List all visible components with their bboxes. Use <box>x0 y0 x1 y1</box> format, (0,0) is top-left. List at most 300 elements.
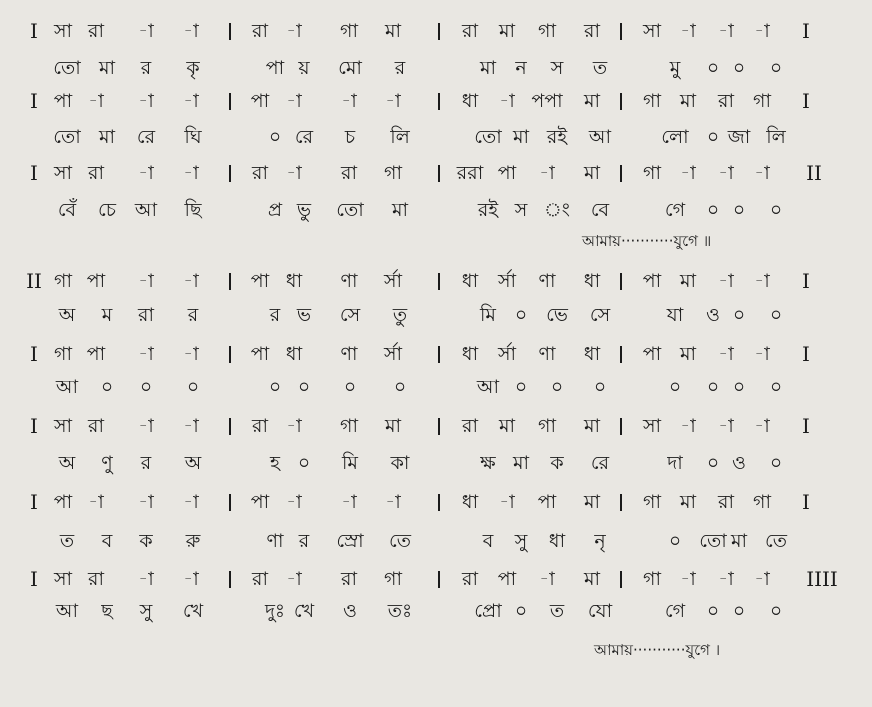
swara-note: -া <box>754 270 770 292</box>
start-barline: I <box>30 490 38 514</box>
swara-note: ধা <box>461 270 479 292</box>
lyric-syllable: ০ <box>139 376 153 398</box>
lyric-syllable: মো <box>338 57 362 79</box>
swara-row <box>0 487 872 517</box>
measure-barline <box>620 418 622 435</box>
swara-note: সা <box>53 162 73 184</box>
lyric-syllable: ০ <box>100 376 114 398</box>
measure-barline <box>229 93 231 110</box>
swara-note: মা <box>583 491 601 513</box>
swara-note: র্সা <box>383 343 403 365</box>
measure-barline <box>438 23 440 40</box>
lyric-syllable: ০ <box>514 600 528 622</box>
lyric-syllable: ০ <box>732 304 746 326</box>
start-barline: II <box>26 269 42 293</box>
lyric-syllable: ০ <box>769 452 783 474</box>
lyric-syllable: ০ <box>668 530 682 552</box>
lyric-syllable: দুঃ <box>264 600 286 622</box>
swara-note: -া <box>718 20 734 42</box>
swara-note: গা <box>643 90 661 112</box>
lyric-syllable: ০ <box>769 376 783 398</box>
lyric-syllable: প্রো <box>474 600 502 622</box>
end-barline: I <box>802 342 810 366</box>
swara-note: ধা <box>285 343 303 365</box>
swara-note: র্সা <box>383 270 403 292</box>
lyric-syllable: ঘি <box>184 126 202 148</box>
lyric-syllable: য় <box>298 57 310 79</box>
lyric-syllable: প্র <box>267 199 283 221</box>
swara-note: মা <box>498 20 516 42</box>
swara-note: -া <box>754 162 770 184</box>
lyric-syllable: ০ <box>550 376 564 398</box>
lyric-syllable: রে <box>590 452 610 474</box>
lyric-row <box>0 596 872 626</box>
lyric-syllable: অ <box>58 452 76 474</box>
swara-note: -া <box>138 20 154 42</box>
lyric-syllable: কা <box>390 452 410 474</box>
measure-barline <box>438 165 440 182</box>
swara-note: রা <box>341 162 357 184</box>
lyric-syllable: দা <box>667 452 683 474</box>
start-barline: I <box>30 414 38 438</box>
lyric-syllable: স <box>550 57 564 79</box>
swara-note: -া <box>286 491 302 513</box>
lyric-syllable: কৃ <box>186 57 200 79</box>
lyric-syllable: ০ <box>268 376 282 398</box>
lyric-syllable: আ <box>134 199 158 221</box>
lyric-syllable: ও <box>706 304 720 326</box>
swara-note: পা <box>497 568 517 590</box>
start-barline: I <box>30 89 38 113</box>
swara-note: ণা <box>340 270 358 292</box>
swara-note: সা <box>53 415 73 437</box>
measure-barline <box>620 23 622 40</box>
lyric-syllable: যা <box>666 304 684 326</box>
lyric-syllable: ছি <box>184 199 202 221</box>
swara-note: -া <box>718 270 734 292</box>
refrain-line: আমায়···········যুগে ॥ <box>582 232 712 250</box>
swara-note: গা <box>643 491 661 513</box>
swara-note: গা <box>753 90 771 112</box>
end-barline: IIII <box>806 567 838 591</box>
swara-note: সা <box>53 568 73 590</box>
measure-barline <box>438 571 440 588</box>
lyric-syllable: চ <box>344 126 356 148</box>
swara-note: গা <box>340 20 358 42</box>
lyric-syllable: মা <box>479 57 497 79</box>
lyric-syllable: আ <box>55 376 79 398</box>
swara-note: -া <box>754 568 770 590</box>
lyric-syllable: ০ <box>393 376 407 398</box>
lyric-syllable: ০ <box>706 57 720 79</box>
start-barline: I <box>30 161 38 185</box>
swara-note: ধা <box>583 270 601 292</box>
swara-note: -া <box>138 343 154 365</box>
lyric-syllable: রে <box>294 126 314 148</box>
lyric-syllable: বে <box>590 199 610 221</box>
measure-barline <box>620 165 622 182</box>
lyric-syllable: মা <box>512 126 530 148</box>
lyric-syllable: মা <box>391 199 409 221</box>
lyric-syllable: রই <box>477 199 499 221</box>
measure-barline <box>438 494 440 511</box>
measure-barline <box>229 23 231 40</box>
measure-barline <box>620 93 622 110</box>
lyric-syllable: তে <box>389 530 411 552</box>
measure-barline <box>620 346 622 363</box>
lyric-syllable: ০ <box>769 199 783 221</box>
swara-note: -া <box>718 568 734 590</box>
swara-row <box>0 339 872 369</box>
swara-note: -া <box>754 20 770 42</box>
swara-note: রা <box>718 491 734 513</box>
swara-note: -া <box>680 162 696 184</box>
lyric-syllable: ০ <box>593 376 607 398</box>
lyric-syllable: ০ <box>732 376 746 398</box>
measure-barline <box>229 571 231 588</box>
swara-note: পা <box>250 491 270 513</box>
lyric-syllable: অ <box>184 452 202 474</box>
swara-note: পা <box>642 343 662 365</box>
swara-note: গা <box>384 162 402 184</box>
swara-note: -া <box>341 90 357 112</box>
lyric-row <box>0 526 872 556</box>
swara-note: -া <box>138 90 154 112</box>
lyric-syllable: ০ <box>297 452 311 474</box>
measure-barline <box>438 93 440 110</box>
lyric-syllable: র <box>187 304 199 326</box>
swara-note: র্সা <box>497 270 517 292</box>
lyric-syllable: মা <box>512 452 530 474</box>
lyric-row <box>0 300 872 330</box>
lyric-syllable: স্রো <box>336 530 364 552</box>
swara-note: ধা <box>461 343 479 365</box>
lyric-syllable: জা <box>727 126 751 148</box>
lyric-syllable: ত <box>59 530 75 552</box>
lyric-syllable: গে <box>664 600 686 622</box>
lyric-syllable: আ <box>588 126 612 148</box>
swara-note: -া <box>718 415 734 437</box>
swara-note: সা <box>53 20 73 42</box>
lyric-syllable: লো <box>661 126 689 148</box>
swara-note: -া <box>754 343 770 365</box>
lyric-syllable: ০ <box>514 376 528 398</box>
lyric-syllable: তো <box>699 530 727 552</box>
lyric-syllable: হ <box>270 452 280 474</box>
lyric-syllable: ভ <box>296 304 312 326</box>
swara-note: গা <box>384 568 402 590</box>
swara-note: -া <box>680 20 696 42</box>
swara-note: -া <box>385 491 401 513</box>
swara-note: রা <box>718 90 734 112</box>
refrain-line: আমায়···········যুগে । <box>594 641 721 659</box>
swara-note: -া <box>183 568 199 590</box>
swara-note: -া <box>183 491 199 513</box>
lyric-syllable: তো <box>53 57 81 79</box>
start-barline: I <box>30 19 38 43</box>
swara-note: -া <box>286 568 302 590</box>
lyric-syllable: খে <box>293 600 315 622</box>
swara-note: -া <box>183 415 199 437</box>
lyric-syllable: ০ <box>706 600 720 622</box>
lyric-row <box>0 448 872 478</box>
lyric-syllable: ০ <box>732 57 746 79</box>
swara-note: পা <box>537 491 557 513</box>
lyric-syllable: ০ <box>706 126 720 148</box>
end-barline: I <box>802 89 810 113</box>
lyric-syllable: ন <box>515 57 527 79</box>
swara-note: -া <box>680 568 696 590</box>
lyric-syllable: আ <box>476 376 500 398</box>
swara-note: পা <box>86 270 106 292</box>
lyric-syllable: ও <box>732 452 746 474</box>
swara-note: পা <box>642 270 662 292</box>
swara-note: গা <box>643 568 661 590</box>
end-barline: I <box>802 269 810 293</box>
swara-row <box>0 158 872 188</box>
lyric-syllable: রা <box>138 304 154 326</box>
measure-barline <box>438 418 440 435</box>
lyric-row <box>0 372 872 402</box>
swara-row <box>0 564 872 594</box>
swara-note: ধা <box>285 270 303 292</box>
lyric-syllable: পা <box>265 57 285 79</box>
swara-note: মা <box>583 90 601 112</box>
lyric-syllable: তঃ <box>387 600 413 622</box>
lyric-syllable: সু <box>139 600 153 622</box>
swara-note: -া <box>88 491 104 513</box>
swara-note: সা <box>642 415 662 437</box>
end-barline: I <box>802 19 810 43</box>
lyric-syllable: তু <box>392 304 408 326</box>
lyric-syllable: লি <box>390 126 410 148</box>
lyric-syllable: রে <box>136 126 156 148</box>
lyric-syllable: তো <box>474 126 502 148</box>
swara-note: র্সা <box>497 343 517 365</box>
swara-note: -া <box>499 90 515 112</box>
swara-note: রা <box>88 20 104 42</box>
swara-note: রা <box>584 20 600 42</box>
swara-note: রা <box>88 162 104 184</box>
swara-note: -া <box>183 270 199 292</box>
lyric-syllable: সু <box>514 530 528 552</box>
start-barline: I <box>30 342 38 366</box>
measure-barline <box>229 165 231 182</box>
swara-note: -া <box>539 568 555 590</box>
swara-note: পা <box>53 491 73 513</box>
lyric-syllable: ০ <box>706 199 720 221</box>
swara-note: পা <box>250 90 270 112</box>
swara-note: পা <box>497 162 517 184</box>
lyric-syllable: গে <box>664 199 686 221</box>
swara-note: -া <box>754 415 770 437</box>
swara-note: সা <box>642 20 662 42</box>
lyric-syllable: ছ <box>101 600 113 622</box>
swara-note: রা <box>341 568 357 590</box>
end-barline: II <box>806 161 822 185</box>
lyric-syllable: তে <box>765 530 787 552</box>
lyric-row <box>0 122 872 152</box>
lyric-syllable: ধা <box>548 530 566 552</box>
swara-note: রা <box>252 20 268 42</box>
swara-note: রা <box>252 568 268 590</box>
swara-note: পা <box>250 343 270 365</box>
end-barline: I <box>802 414 810 438</box>
swara-note: ণা <box>538 343 556 365</box>
lyric-syllable: বেঁ <box>57 199 77 221</box>
lyric-syllable: ০ <box>514 304 528 326</box>
swara-note: রা <box>462 568 478 590</box>
swara-note: ণা <box>340 343 358 365</box>
swara-note: মা <box>679 343 697 365</box>
swara-note: -া <box>286 162 302 184</box>
swara-note: -া <box>138 162 154 184</box>
swara-note: -া <box>539 162 555 184</box>
lyric-syllable: ০ <box>706 452 720 474</box>
lyric-syllable: খে <box>182 600 204 622</box>
lyric-syllable: মি <box>342 452 358 474</box>
swara-note: -া <box>183 162 199 184</box>
swara-note: -া <box>718 162 734 184</box>
swara-row <box>0 16 872 46</box>
lyric-syllable: মি <box>480 304 496 326</box>
start-barline: I <box>30 567 38 591</box>
lyric-syllable: ত <box>592 57 608 79</box>
lyric-syllable: তো <box>336 199 364 221</box>
lyric-syllable: ণা <box>266 530 284 552</box>
swara-note: মা <box>583 568 601 590</box>
lyric-row <box>0 53 872 83</box>
swara-note: মা <box>498 415 516 437</box>
lyric-syllable: আ <box>55 600 79 622</box>
lyric-syllable: ব <box>101 530 113 552</box>
swara-note: রা <box>252 162 268 184</box>
swara-note: -া <box>138 568 154 590</box>
lyric-syllable: তো <box>53 126 81 148</box>
measure-barline <box>438 273 440 290</box>
swara-note: -া <box>183 343 199 365</box>
swara-note: পা <box>86 343 106 365</box>
lyric-syllable: ও <box>343 600 357 622</box>
measure-barline <box>620 273 622 290</box>
swara-note: গা <box>538 415 556 437</box>
lyric-syllable: রু <box>185 530 201 552</box>
lyric-syllable: স <box>514 199 528 221</box>
lyric-syllable: ০ <box>343 376 357 398</box>
lyric-syllable: ক <box>139 530 153 552</box>
lyric-syllable: র <box>298 530 310 552</box>
lyric-syllable: ত <box>549 600 565 622</box>
lyric-syllable: যো <box>587 600 613 622</box>
swara-note: ধা <box>461 90 479 112</box>
measure-barline <box>229 494 231 511</box>
lyric-syllable: ০ <box>186 376 200 398</box>
swara-note: ররা <box>456 162 484 184</box>
swara-note: -া <box>138 415 154 437</box>
swara-note: -া <box>286 415 302 437</box>
swara-note: মা <box>384 415 402 437</box>
lyric-syllable: রই <box>546 126 568 148</box>
lyric-syllable: ০ <box>732 600 746 622</box>
swara-note: রা <box>88 415 104 437</box>
swara-note: গা <box>753 491 771 513</box>
swara-note: -া <box>138 270 154 292</box>
lyric-syllable: মা <box>98 126 116 148</box>
swara-note: পা <box>53 90 73 112</box>
swara-note: মা <box>679 491 697 513</box>
swara-note: রা <box>252 415 268 437</box>
swara-note: গা <box>538 20 556 42</box>
swara-note: পা <box>250 270 270 292</box>
swara-note: -া <box>499 491 515 513</box>
lyric-syllable: ০ <box>268 126 282 148</box>
lyric-syllable: ০ <box>769 57 783 79</box>
lyric-syllable: ভু <box>296 199 312 221</box>
swara-note: -া <box>183 20 199 42</box>
lyric-syllable: অ <box>58 304 76 326</box>
swara-note: গা <box>54 343 72 365</box>
measure-barline <box>438 346 440 363</box>
lyric-syllable: র <box>140 452 152 474</box>
lyric-syllable: ণু <box>101 452 113 474</box>
lyric-syllable: ০ <box>706 376 720 398</box>
lyric-syllable: সে <box>339 304 361 326</box>
swara-note: রা <box>88 568 104 590</box>
measure-barline <box>620 494 622 511</box>
swara-note: -া <box>88 90 104 112</box>
swara-note: রা <box>462 20 478 42</box>
lyric-syllable: চে <box>98 199 116 221</box>
end-barline: I <box>802 490 810 514</box>
swara-note: -া <box>286 20 302 42</box>
lyric-syllable: ভে <box>546 304 568 326</box>
swara-note: মা <box>679 270 697 292</box>
swara-note: -া <box>718 343 734 365</box>
swara-note: ধা <box>461 491 479 513</box>
swara-note: -া <box>183 90 199 112</box>
swara-note: গা <box>340 415 358 437</box>
swara-note: মা <box>384 20 402 42</box>
lyric-syllable: র <box>394 57 406 79</box>
swara-note: -া <box>138 491 154 513</box>
lyric-syllable: মা <box>730 530 748 552</box>
swara-note: মা <box>583 415 601 437</box>
swara-note: গা <box>54 270 72 292</box>
measure-barline <box>229 418 231 435</box>
lyric-syllable: মু <box>669 57 681 79</box>
lyric-syllable: লি <box>766 126 786 148</box>
swara-note: মা <box>679 90 697 112</box>
lyric-syllable: মা <box>98 57 116 79</box>
measure-barline <box>620 571 622 588</box>
swara-note: গা <box>643 162 661 184</box>
lyric-syllable: নৃ <box>594 530 606 552</box>
swara-row <box>0 86 872 116</box>
lyric-syllable: ০ <box>732 199 746 221</box>
lyric-syllable: ০ <box>769 600 783 622</box>
lyric-syllable: র <box>140 57 152 79</box>
swara-note: -া <box>385 90 401 112</box>
swara-note: পপা <box>531 90 563 112</box>
swara-note: ণা <box>538 270 556 292</box>
measure-barline <box>229 346 231 363</box>
lyric-syllable: ক <box>550 452 564 474</box>
swara-note: -া <box>680 415 696 437</box>
lyric-row <box>0 195 872 225</box>
swara-note: ধা <box>583 343 601 365</box>
lyric-syllable: র <box>269 304 281 326</box>
swara-note: রা <box>462 415 478 437</box>
